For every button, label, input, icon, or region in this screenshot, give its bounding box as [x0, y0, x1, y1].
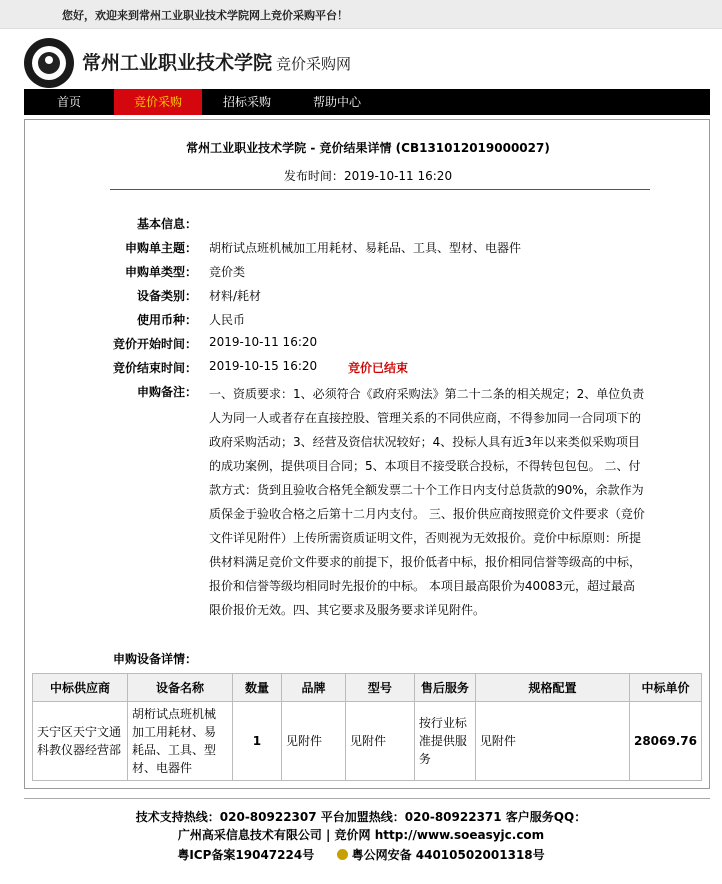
welcome-text: 您好，欢迎来到常州工业职业技术学院网上竞价采购平台！: [62, 9, 348, 22]
school-name: 常州工业职业技术学院: [82, 52, 273, 74]
basic-info-label: 基本信息：: [136, 217, 197, 231]
field-type: 申购单类型： 竞价类: [124, 265, 246, 279]
site-brand[interactable]: [82, 48, 351, 75]
field-subject: 申购单主题： 胡桁试点班机械加工用耗材、易耗品、工具、型材、电器件: [124, 241, 522, 255]
divider: [110, 189, 650, 190]
col-device: 设备名称: [127, 674, 232, 702]
nav-help[interactable]: 帮助中心: [312, 95, 361, 109]
remark-text: 一、资质要求：1、必须符合《政府采购法》第二十二条的相关规定；2、单位负责人为同一人或者存在直接控股、管理关系的不同供应商，不得参加同一合同项下的政府采购活动；3、经营及资信状况较好；4、投标人具有近3年以来类似采购项目的成功案例，提供项目合同；5、本项目不接受联合投标，不得转包包包。 二、付款方式：货到且验收合格凭全额发票二十个工作日内支付总货款的90%，余款作为质保金于验收合格之后第十二月内支付。 三、报价供应商按照竞价文件要求（竞价文件详见附件）上传所需资质证明文件，否则视为无效报价。竞价中标原则：所提供材料满足竞价文件要求的前提下，报价低者中标，报价相同信誉等级高的中标，报价和信誉等级均相同时先报价的中标。 本项目最高限价为40083元，超过最高限价报价无效。四、其它要求及服务要求详见附件。: [209, 387, 645, 617]
footer-records: [0, 846, 722, 863]
field-start-time: 竞价开始时间： 2019-10-11 16:20: [112, 335, 318, 351]
police-badge-icon: [337, 849, 348, 860]
cell-price: 28069.76: [629, 702, 701, 781]
nav-bidding[interactable]: 竞价采购: [114, 89, 202, 115]
page-title: 常州工业职业技术学院 - 竞价结果详情 (CB131012019000027): [186, 141, 550, 155]
field-category: 设备类别： 材料/耗材: [136, 289, 262, 303]
icp-record[interactable]: 粤ICP备案19047224号: [177, 848, 315, 862]
school-logo-icon: [24, 38, 74, 88]
cell-device: 胡桁试点班机械加工用耗材、易耗品、工具、型材、电器件: [127, 702, 232, 781]
footer-company[interactable]: 广州高采信息技术有限公司 | 竞价网 http://www.soeasyjc.com: [177, 828, 545, 842]
field-end-time: 竞价结束时间： 2019-10-15 16:20 竞价已结束: [112, 359, 409, 375]
nav-home[interactable]: 首页: [56, 95, 81, 109]
col-qty: 数量: [232, 674, 281, 702]
remark-label: 申购备注：: [136, 385, 197, 399]
footer-contact: 技术支持热线：020-80922307 平台加盟热线：020-80922371 客户服务QQ：: [135, 810, 587, 824]
col-service: 售后服务: [414, 674, 475, 702]
field-currency: 使用币种： 人民币: [136, 313, 246, 327]
col-price: 中标单价: [629, 674, 701, 702]
site-name: 竞价采购网: [276, 55, 352, 73]
police-record[interactable]: 粤公网安备 44010502001318号: [351, 848, 545, 862]
publish-label: 发布时间：: [283, 169, 344, 183]
publish-value: 2019-10-11 16:20: [343, 169, 453, 183]
basic-info-row: [25, 215, 711, 235]
table-header-row: [33, 674, 702, 702]
footer-divider: [24, 798, 710, 799]
col-spec: 规格配置: [475, 674, 629, 702]
top-bar: [0, 0, 722, 29]
table-row: [33, 702, 702, 781]
main-nav: [24, 89, 710, 115]
cell-brand: 见附件: [281, 702, 345, 781]
publish-time: [25, 167, 711, 184]
devices-title: 申购设备详情：: [113, 652, 198, 666]
cell-service: 按行业标准提供服务: [414, 702, 475, 781]
col-brand: 品牌: [281, 674, 345, 702]
device-table: [32, 673, 702, 781]
status-badge: 竞价已结束: [348, 361, 409, 375]
nav-tender[interactable]: 招标采购: [222, 95, 271, 109]
col-model: 型号: [345, 674, 414, 702]
col-supplier: 中标供应商: [33, 674, 128, 702]
cell-spec: 见附件: [475, 702, 629, 781]
cell-model: 见附件: [345, 702, 414, 781]
detail-panel: [24, 119, 710, 789]
cell-qty: 1: [232, 702, 281, 781]
cell-supplier: 天宁区天宁文通科教仪器经营部: [33, 702, 128, 781]
